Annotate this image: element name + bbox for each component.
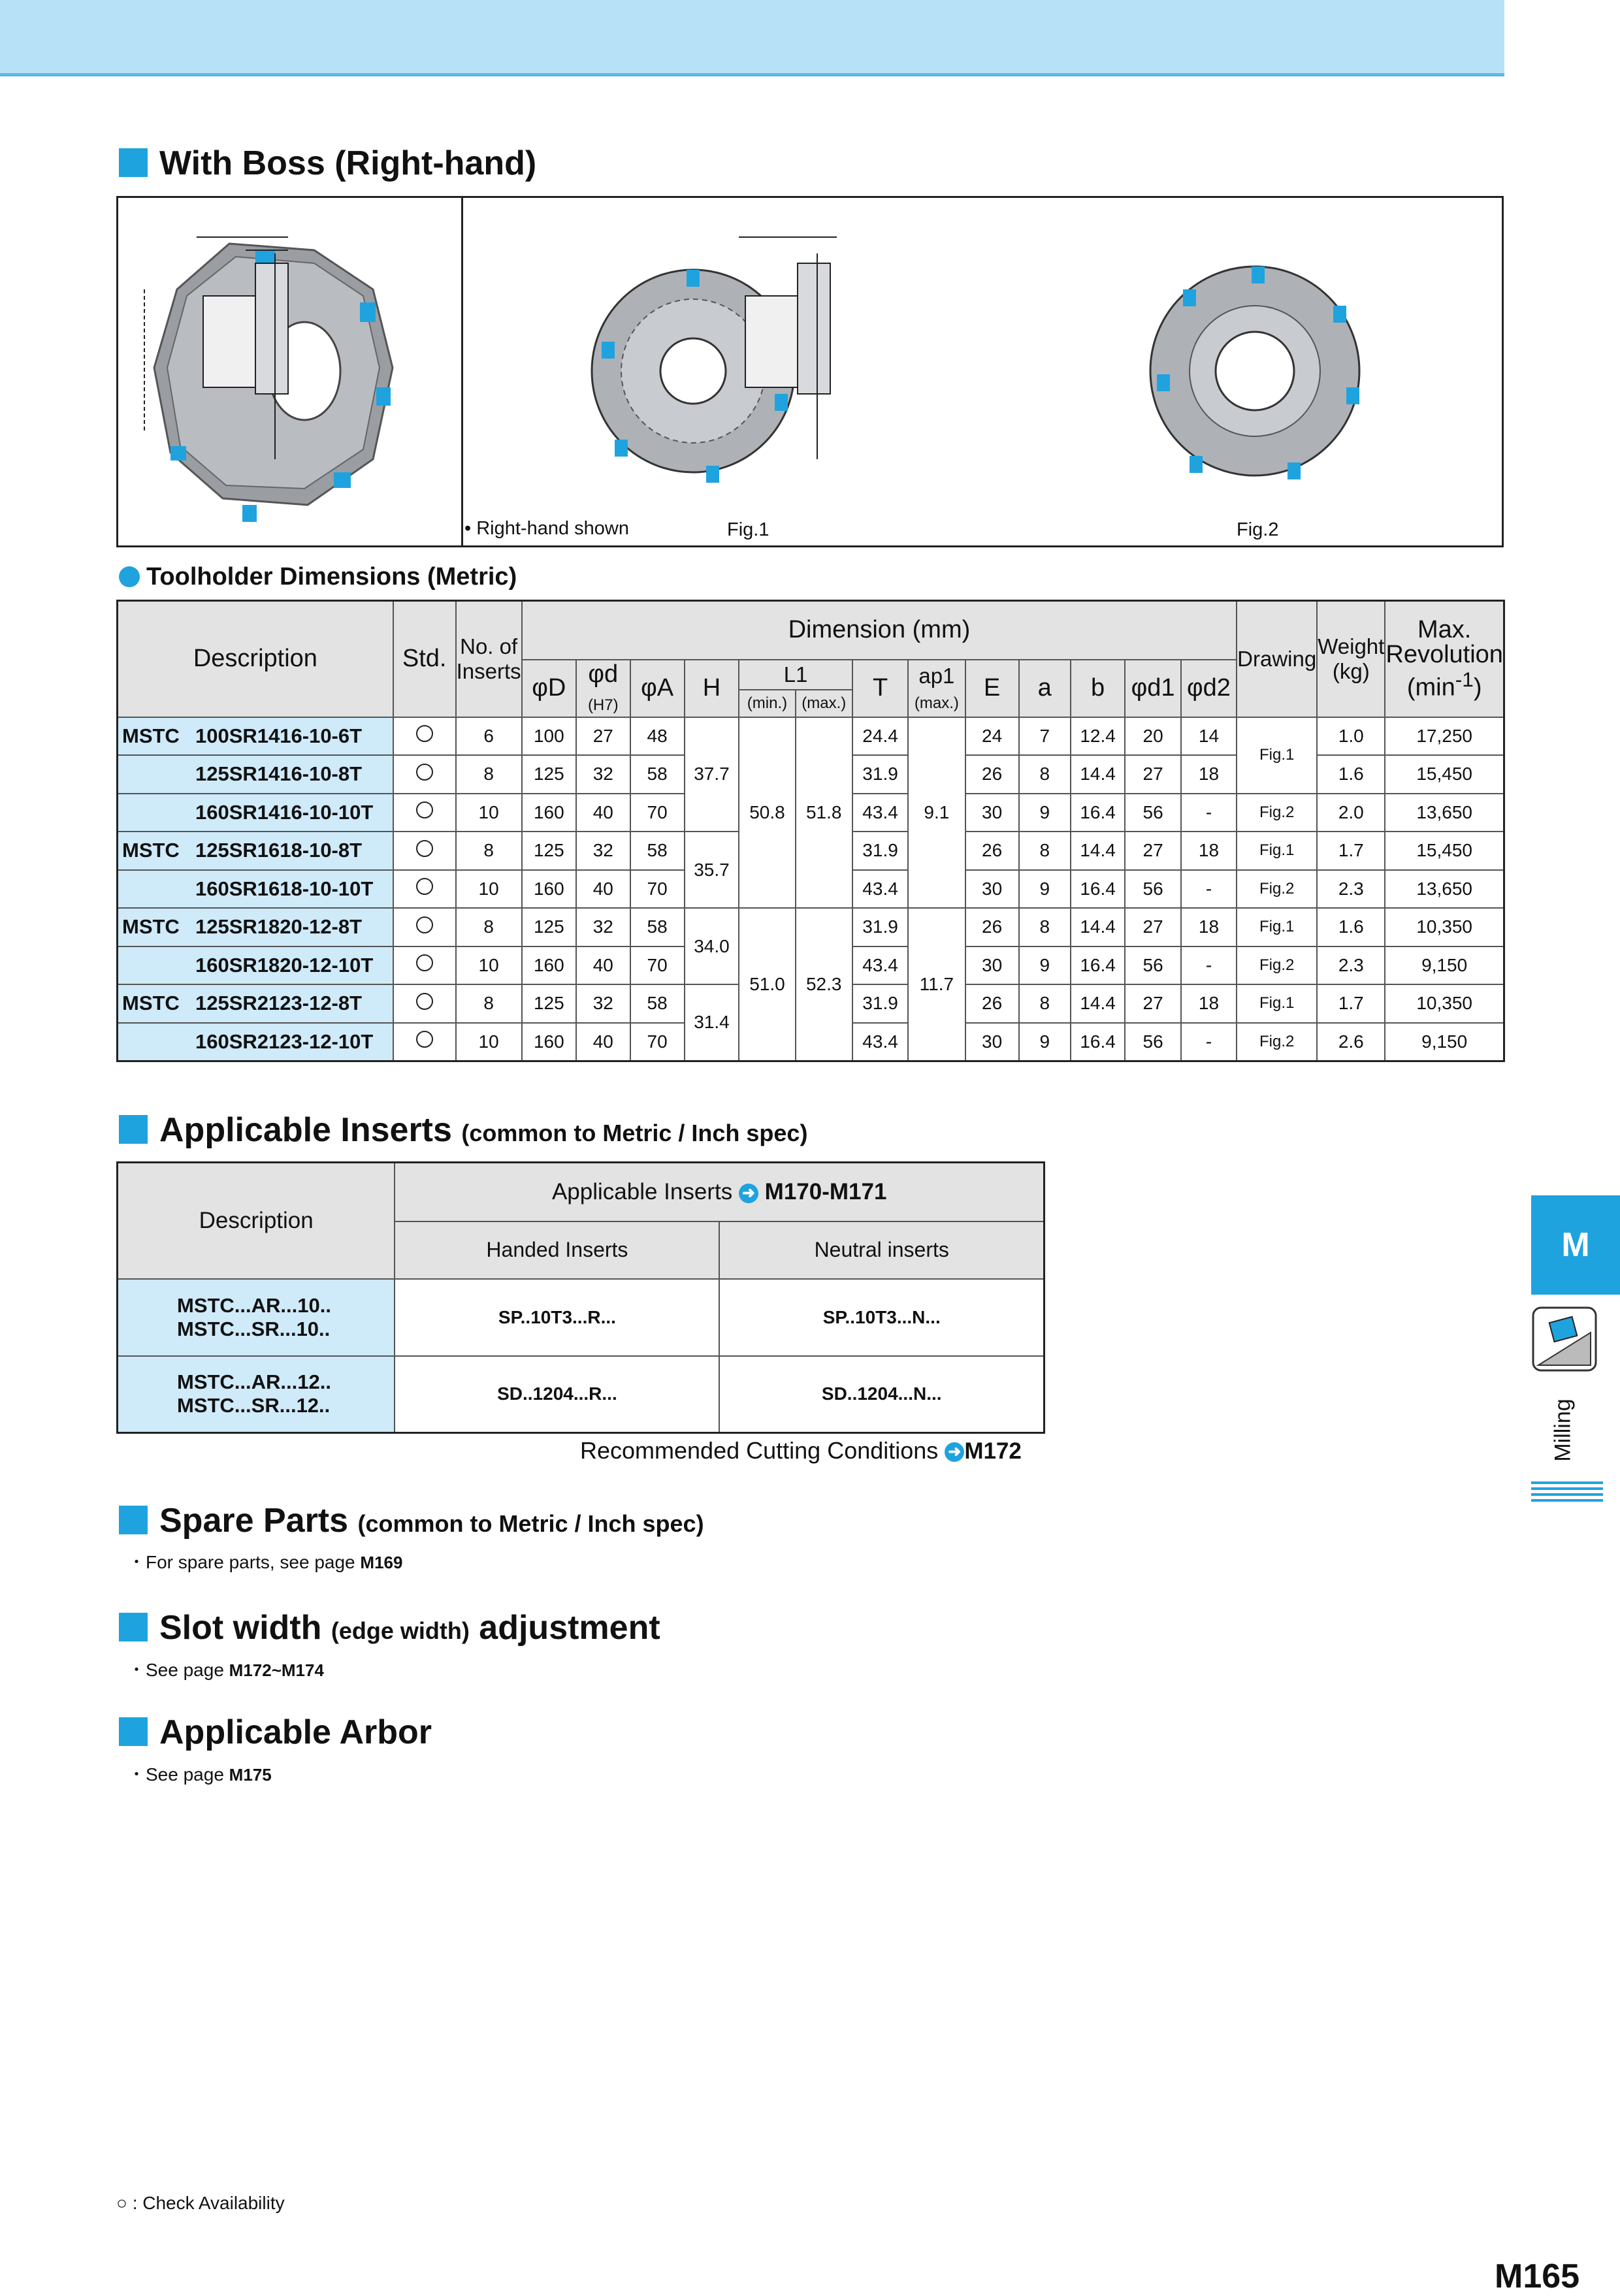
toolholder-subtitle: Toolholder Dimensions (Metric) (119, 563, 517, 591)
fig1-caption: Fig.1 (727, 519, 770, 540)
milling-icon (1532, 1306, 1597, 1372)
table-row: MSTC...AR...12.. MSTC...SR...12.. SD..1204...R... SD..1204...N... (118, 1356, 1045, 1433)
figure-box (116, 196, 1504, 547)
square-bullet-icon (119, 1717, 148, 1746)
slot-width-title: Slot width (edge width) adjustment (119, 1608, 660, 1647)
cutter-illustrations (118, 198, 1503, 547)
table-row: 160SR1618-10-10T 10 160 40 70 43.4 30 9 16.4 56 - Fig.2 2.3 13,650 (118, 870, 1504, 909)
table-row: MSTC 100SR1416-10-6T 6 100 27 48 37.7 50.8 51.8 24.4 9.1 24 7 12.4 20 14 Fig.1 1.0 17,250 (118, 717, 1504, 756)
right-hand-caption: • Right-hand shown (464, 518, 629, 539)
top-band (0, 0, 1504, 76)
table-row: MSTC 125SR1618-10-8T 8 125 32 58 35.7 31.9 26 8 14.4 27 18 Fig.1 1.7 15,450 (118, 832, 1504, 870)
table-row: MSTC 125SR1820-12-8T 8 125 32 58 34.0 51.0 52.3 31.9 11.7 26 8 14.4 27 18 Fig.1 1.6 10,350 (118, 908, 1504, 946)
arrow-right-icon: ➜ (945, 1442, 964, 1462)
table-row: 125SR1416-10-8T 8 125 32 58 31.9 26 8 14.4 27 18 1.6 15,450 (118, 755, 1504, 794)
section-title: With Boss (Right-hand) (119, 144, 536, 183)
slot-width-text: ・See page M172~M174 (127, 1660, 324, 1680)
table-row: MSTC...AR...10.. MSTC...SR...10.. SP..10T3...R... SP..10T3...N... (118, 1279, 1045, 1356)
table-row: MSTC 125SR2123-12-8T 8 125 32 58 31.4 31.9 26 8 14.4 27 18 Fig.1 1.7 10,350 (118, 984, 1504, 1023)
arbor-text: ・See page M175 (127, 1764, 272, 1785)
recommended-link[interactable]: Recommended Cutting Conditions ➜ M172 (580, 1437, 1022, 1464)
page-number: M165 (1495, 2257, 1580, 2295)
square-bullet-icon (119, 1506, 148, 1534)
arrow-right-icon: ➜ (739, 1184, 758, 1203)
table-row: 160SR1820-12-10T 10 160 40 70 43.4 30 9 16.4 56 - Fig.2 2.3 9,150 (118, 946, 1504, 985)
spare-parts-title: Spare Parts (common to Metric / Inch spec) (119, 1501, 704, 1540)
inserts-title: Applicable Inserts (common to Metric / Inch spec) (119, 1110, 807, 1150)
fig2-caption: Fig.2 (1237, 519, 1279, 540)
fig2-front-view (1150, 267, 1359, 479)
arbor-title: Applicable Arbor (119, 1713, 432, 1752)
milling-label: Milling (1550, 1399, 1576, 1462)
section-tab[interactable]: M (1531, 1195, 1620, 1295)
inserts-table: Description Applicable Inserts ➜ M170-M171 Handed Inserts Neutral inserts MSTC...AR...10.. MSTC...SR...10.. SP..10T3...R... SP..10T3...N... MSTC...AR...12.. MSTC...SR...12.. SD..1204...R... SD..1204...N... (116, 1161, 1045, 1434)
footnote: ○ : Check Availability (116, 2193, 285, 2213)
side-stripes (1531, 1481, 1603, 1505)
square-bullet-icon (119, 148, 148, 177)
square-bullet-icon (119, 1613, 148, 1641)
square-bullet-icon (119, 1115, 148, 1144)
toolholder-table: Description Std. No. of Inserts Dimension (mm) Drawing Weight (kg) Max. Revolution $(\min^{-1})$ φD φd (H7) φA H L1 T ap1 (max.) E a b φd1 φd2 (min.) (max.) MSTC 100SR1416-10-6T 6 100 27 48 37.7 50.8 51.8 24.4 9.1 24 7 12.4 20 14 Fig.1 1.0 17,250 125SR1416-10-8T 8 125 32 58 31.9 26 8 14.4 27 18 1.6 15,450 160SR1416-10-10T 10 160 40 70 43.4 30 9 16.4 56 - Fig.2 2.0 13,650 MSTC 125SR1618-10-8T 8 125 32 58 35.7 31.9 26 8 14.4 27 18 Fig.1 1.7 15,450 160SR1618-10-10T 10 160 40 70 43.4 30 9 16.4 56 - Fig.2 2.3 13,650 MSTC 125SR1820-12-8T 8 125 32 58 34.0 51.0 52.3 31.9 11.7 26 8 14.4 27 18 Fig.1 1.6 10,350 160SR1820-12-10T 10 160 40 70 43.4 30 9 16.4 56 - Fig.2 2.3 9,150 MSTC 125SR2123-12-8T 8 125 32 58 31.4 31.9 26 8 14.4 27 18 Fig.1 1.7 10,350 160SR2123-12-10T 10 160 40 70 43.4 30 9 16.4 56 - Fig.2 2.6 9,150 (116, 600, 1505, 1062)
table-row: 160SR1416-10-10T 10 160 40 70 43.4 30 9 16.4 56 - Fig.2 2.0 13,650 (118, 794, 1504, 832)
table-row: 160SR2123-12-10T 10 160 40 70 43.4 30 9 16.4 56 - Fig.2 2.6 9,150 (118, 1023, 1504, 1061)
spare-parts-text: ・For spare parts, see page M169 (127, 1552, 403, 1572)
